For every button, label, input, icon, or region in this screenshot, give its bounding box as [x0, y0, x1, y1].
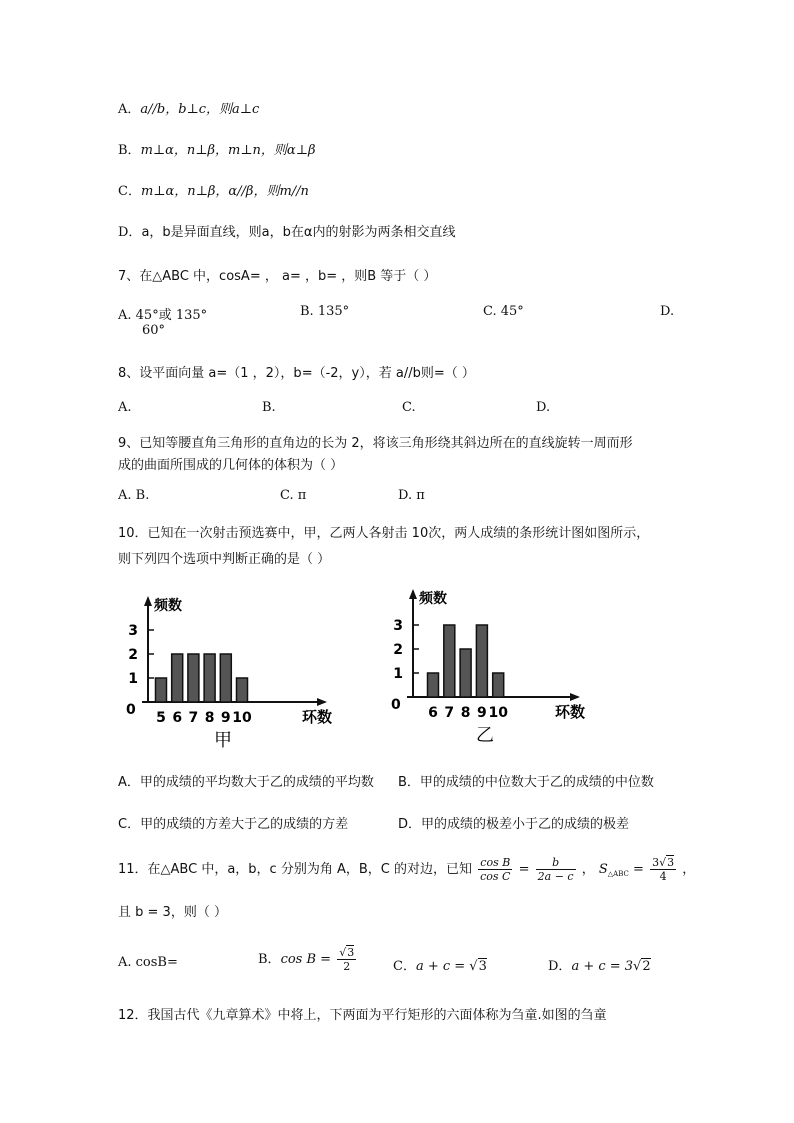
q11-fraction-area — [650, 856, 676, 883]
q11-stem-line2: 且 b = 3，则（ ） — [118, 905, 227, 920]
q7-option-c: C. 45° — [483, 304, 524, 319]
q11-frac1-num: cos B — [478, 856, 512, 870]
q6-option-b-formula: m⊥α，n⊥β，m⊥n，则α⊥β — [140, 143, 316, 158]
q7-option-d-value: 60° — [142, 323, 166, 338]
jia-xlabel: 环数 — [301, 708, 333, 726]
jia-bar-8 — [204, 654, 215, 702]
jia-category-10: 10 — [232, 710, 252, 726]
q10-option-d: D．甲的成绩的极差小于乙的成绩的极差 — [398, 817, 630, 832]
q11-option-c-rad: 3 — [478, 959, 487, 974]
q11-option-b-formula: cos B = — [280, 952, 332, 967]
jia-category-8: 8 — [204, 710, 215, 726]
q7-option-d: D. — [660, 304, 675, 319]
jia-bar-10 — [237, 678, 248, 702]
q12-stem: 12．我国古代《九章算术》中将上，下两面为平行矩形的六面体称为刍童.如图的刍童 — [118, 1008, 607, 1023]
q11-fraction-b — [536, 856, 576, 883]
yi-bar-7 — [444, 625, 455, 697]
q11-frac2-num: b — [536, 856, 576, 870]
yi-bar-6 — [428, 673, 439, 697]
jia-category-7: 7 — [188, 710, 199, 726]
yi-origin: 0 — [391, 697, 401, 713]
yi-category-9: 9 — [477, 705, 487, 721]
q9-stem-line2: 成的曲面所围成的几何体的体积为（ ） — [118, 458, 344, 473]
q11-stem-line1: 11．在△ABC 中，a，b，c 分别为角 A，B，C 的对边，已知 $\frac{\text{cos B}}{\text{cos C}}$ = $\frac{b}{2a - c}$ ， $S_{\triangle ABC}$ = $\frac{3√3}{4}$ ， — [118, 856, 696, 883]
q11-option-c-formula: a + c = √ — [415, 959, 478, 974]
q6-option-c-label: C． — [118, 184, 141, 199]
yi-category-10: 10 — [488, 705, 508, 721]
yi-bar-9 — [476, 625, 487, 697]
q11-option-b-fraction — [337, 946, 356, 973]
q6-option-c — [118, 180, 309, 199]
yi-ylabel: 频数 — [419, 591, 447, 607]
q11-area-sub: △ABC — [607, 870, 629, 878]
q8-option-d: D. — [536, 400, 551, 415]
q11-end-comma: ， — [682, 862, 696, 877]
q11-area-label: S — [598, 862, 608, 877]
jia-title: 甲 — [214, 730, 232, 750]
q8-option-b: B. — [262, 400, 276, 415]
q10-stem-line2: 则下列四个选项中判断正确的是（ ） — [118, 552, 331, 567]
q6-option-d — [118, 221, 455, 240]
q10-stem-line1: 10．已知在一次射击预选赛中，甲，乙两人各射击 10次，两人成绩的条形统计图如图所示， — [118, 526, 650, 541]
q6-option-a-formula: a//b，b⊥c，则a⊥c — [140, 102, 260, 117]
q11-fraction-cos — [478, 856, 512, 883]
q10-option-a: A．甲的成绩的平均数大于乙的成绩的平均数 — [118, 775, 374, 790]
jia-bar-9 — [220, 654, 231, 702]
yi-title: 乙 — [476, 725, 494, 746]
yi-category-6: 6 — [428, 705, 438, 721]
q9-option-d: D. π — [398, 488, 425, 503]
q9-option-ab: A. B. — [118, 488, 150, 503]
jia-x-arrow — [317, 698, 327, 706]
q10-option-b: B．甲的成绩的中位数大于乙的成绩的中位数 — [398, 775, 654, 790]
yi-xlabel: 环数 — [554, 703, 586, 721]
q11-option-b-rad: 3 — [347, 946, 355, 959]
q6-option-d-label: D． — [118, 225, 142, 240]
jia-category-5: 5 — [156, 710, 166, 726]
jia-bar-6 — [172, 654, 183, 702]
yi-ytick-label-1: 1 — [393, 666, 403, 682]
q11-option-c — [393, 955, 487, 974]
q11-comma: ， — [581, 862, 595, 877]
q10-option-c: C．甲的成绩的方差大于乙的成绩的方差 — [118, 817, 349, 832]
q6-option-a — [118, 98, 259, 117]
q11-option-d-formula: a + c = 3√ — [571, 959, 642, 974]
q6-option-c-formula: m⊥α，n⊥β，α//β，则m//n — [140, 184, 309, 199]
q8-stem: 8、设平面向量 a=（1 ，2），b=（-2，y），若 a//b则=（ ） — [118, 366, 475, 381]
jia-ytick-label-1: 1 — [128, 671, 138, 687]
q6-option-b-label: B． — [118, 143, 141, 158]
q11-option-b — [258, 946, 358, 973]
q11-option-d-rad: 2 — [642, 959, 651, 974]
jia-bar-7 — [188, 654, 199, 702]
q11-option-b-num: √3 — [339, 946, 355, 959]
jia-y-arrow — [144, 596, 152, 606]
q9-stem-line1: 9、已知等腰直角三角形的直角边的长为 2，将该三角形绕其斜边所在的直线旋转一周而形 — [118, 436, 633, 451]
q7-option-a: A. 45°或 135° — [118, 308, 208, 323]
jia-origin: 0 — [126, 702, 136, 718]
q11-option-d — [548, 955, 651, 974]
jia-category-6: 6 — [172, 710, 183, 726]
q7-option-b: B. 135° — [300, 304, 350, 319]
q11-frac3-num: 3√3 — [652, 856, 675, 869]
q7-stem: 7、在△ABC 中，cosA= ， a= ，b= ，则B 等于（ ） — [118, 269, 437, 284]
chart-yi — [390, 585, 590, 750]
q11-frac1-den: cos C — [480, 870, 511, 883]
q11-option-b-den: 2 — [343, 960, 351, 973]
q11-frac2-den: 2a − c — [537, 870, 574, 883]
yi-bar-10 — [493, 673, 504, 697]
q11-option-b-label: B． — [258, 952, 281, 967]
yi-x-arrow — [570, 693, 580, 701]
jia-bar-5 — [156, 678, 167, 702]
q11-option-d-label: D． — [548, 959, 572, 974]
jia-category-9: 9 — [220, 710, 231, 726]
q11-frac3-coef: 3 — [652, 856, 660, 869]
q11-option-c-label: C． — [393, 959, 416, 974]
q11-frac3-den: 4 — [659, 870, 667, 883]
yi-category-7: 7 — [444, 705, 455, 721]
chart-jia — [115, 590, 340, 750]
q8-option-a: A. — [118, 400, 132, 415]
q6-option-a-label: A． — [118, 102, 141, 117]
q8-option-c: C. — [402, 400, 416, 415]
q11-area-symbol — [599, 862, 629, 877]
q9-option-c: C. π — [280, 488, 307, 503]
q6-option-d-text: a，b是异面直线，则a，b在α内的射影为两条相交直线 — [141, 225, 456, 240]
jia-ytick-label-2: 2 — [128, 647, 138, 663]
jia-ytick-label-3: 3 — [128, 623, 138, 639]
yi-category-8: 8 — [460, 705, 471, 721]
q11-equals: = — [518, 862, 530, 877]
yi-ytick-label-3: 3 — [393, 618, 403, 634]
yi-y-arrow — [409, 589, 417, 599]
jia-ylabel: 频数 — [154, 598, 182, 614]
q11-option-a: A. cosB= — [118, 955, 178, 970]
q11-stem-pre: 11．在△ABC 中，a，b，c 分别为角 A，B，C 的对边，已知 — [118, 862, 472, 877]
yi-bar-8 — [460, 649, 471, 697]
q6-option-b — [118, 139, 315, 158]
q11-frac3-rad: 3 — [667, 856, 675, 869]
yi-ytick-label-2: 2 — [393, 642, 403, 658]
